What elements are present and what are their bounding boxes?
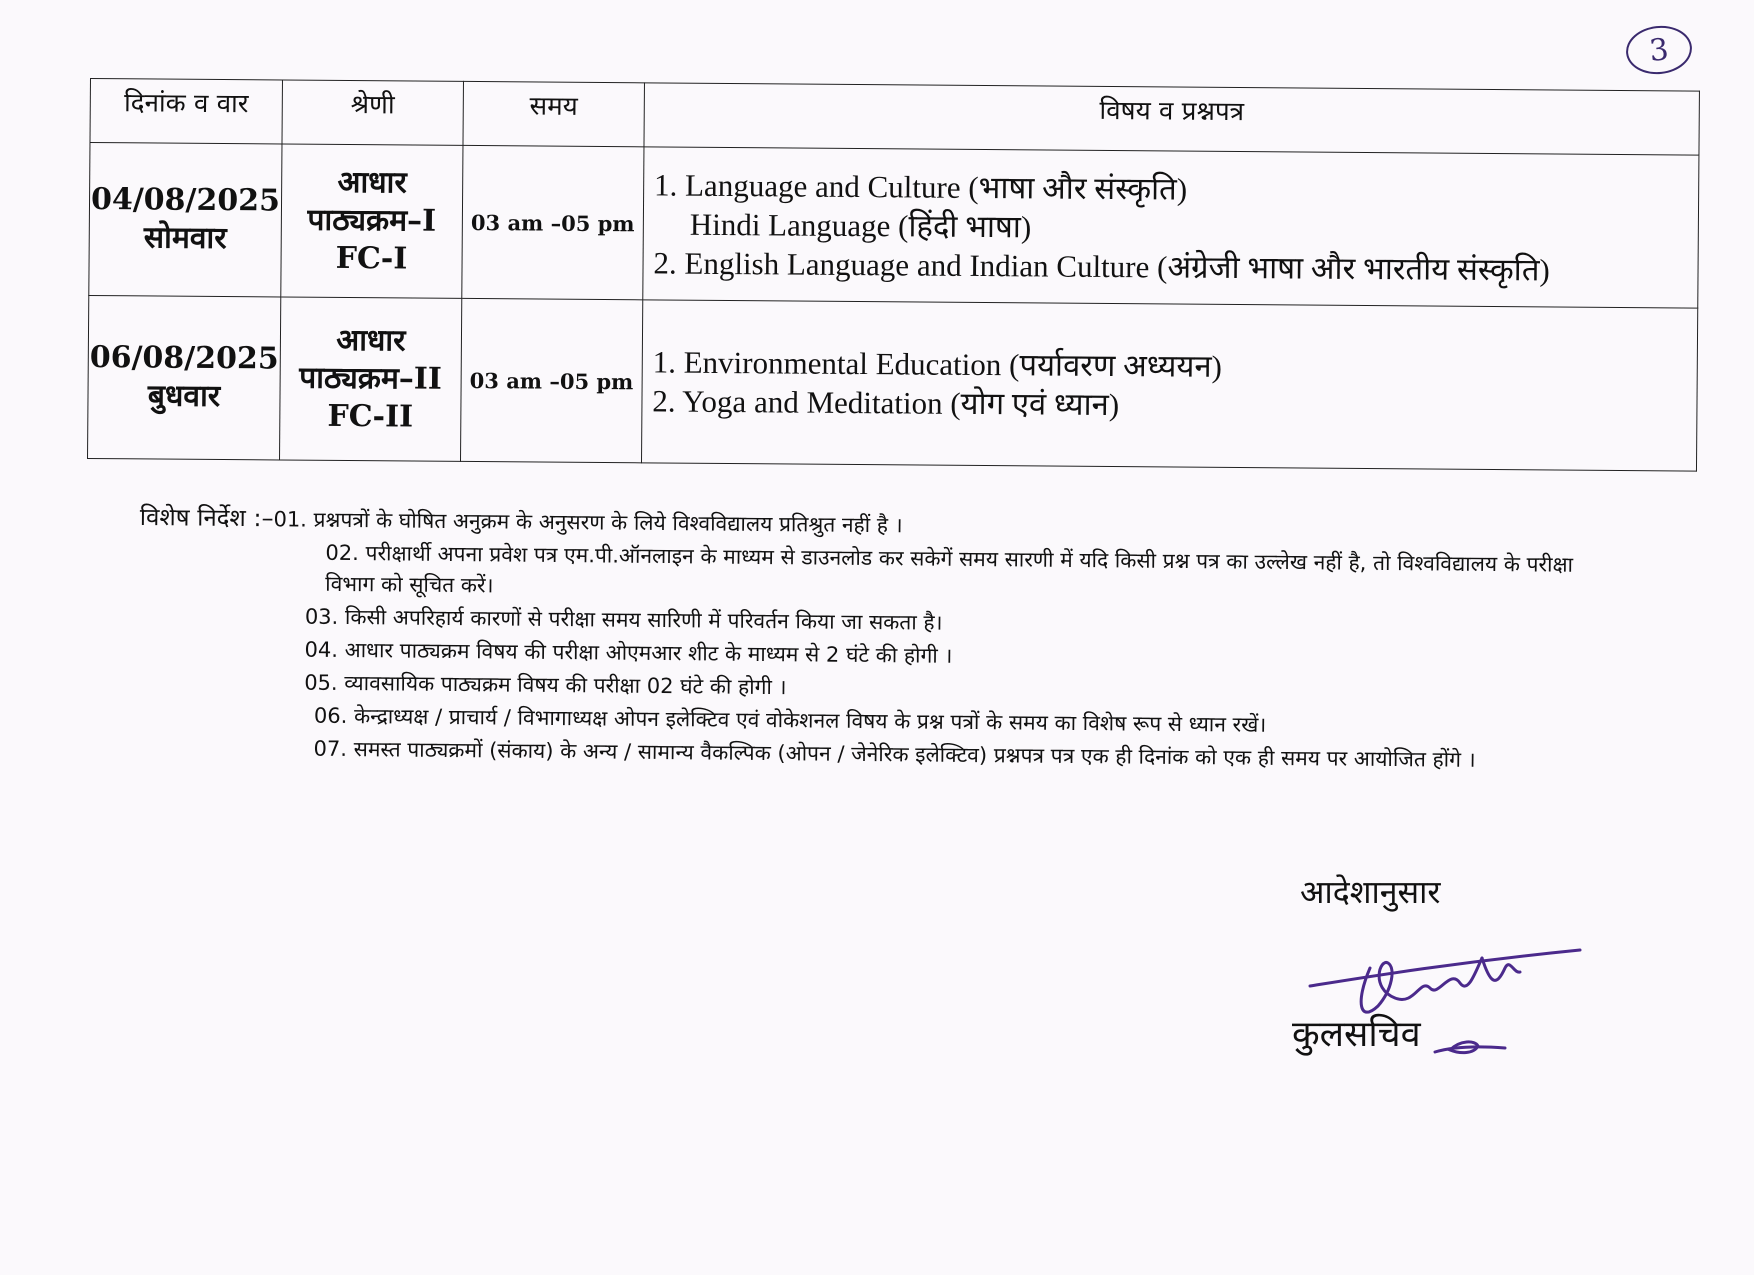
class-code: FC-II	[327, 398, 414, 435]
instructions-heading: विशेष निर्देश :–	[139, 502, 274, 533]
class-line2: पाठ्यक्रम–II	[299, 360, 443, 397]
by-order-text: आदेशानुसार	[1300, 873, 1441, 911]
subject-line: 2. English Language and Indian Culture (अंग्रेजी भाषा और भारतीय संस्कृति)	[653, 244, 1550, 287]
instruction-text: प्रश्नपत्रों के घोषित अनुक्रम के अनुसरण के लिये विश्वविद्यालय प्रतिश्रुत नहीं है ।	[313, 507, 903, 538]
table-row	[88, 295, 1698, 471]
exam-date: 04/08/2025	[90, 182, 281, 219]
instruction-text: किसी अपरिहार्य कारणों से परीक्षा समय सारिणी में परिवर्तन किया जा सकता है।	[344, 604, 943, 635]
instruction-item	[325, 538, 1620, 612]
date-cell	[88, 295, 281, 460]
class-line1: आधार	[337, 164, 407, 201]
instruction-number: 05.	[304, 670, 338, 695]
instruction-number: 03.	[304, 604, 339, 629]
table-row	[89, 143, 1699, 309]
exam-date: 06/08/2025	[89, 340, 279, 377]
subject-cell	[643, 147, 1699, 308]
time-cell: 03 am –05 pm	[462, 145, 644, 299]
class-line1: आधार	[336, 322, 406, 359]
page-number-text: 3	[1647, 31, 1671, 69]
instruction-number: 07.	[313, 736, 348, 761]
instruction-text: परीक्षार्थी अपना प्रवेश पत्र एम.पी.ऑनलाइन के माध्यम से डाउनलोड कर सकेगें समय सारणी में यदि किसी प्रश्न पत्र का उल्लेख नहीं है, तो विश्वविद्यालय के परीक्षा विभाग को सूचित करें।	[325, 541, 1574, 598]
header-time: समय	[463, 81, 644, 146]
exam-schedule-table	[87, 78, 1700, 472]
exam-day: सोमवार	[143, 220, 227, 257]
instruction-text: केन्द्राध्यक्ष / प्राचार्य / विभागाध्यक्ष ओपन इलेक्टिव एवं वोकेशनल विषय के प्रश्न पत्रों के समय का विशेष रूप से ध्यान रखें।	[353, 704, 1267, 737]
instruction-number: 04.	[304, 637, 339, 662]
class-code: FC-I	[335, 240, 408, 277]
date-cell	[89, 143, 282, 298]
instruction-text: आधार पाठ्यक्रम विषय की परीक्षा ओएमआर शीट के माध्यम से 2 घंटे की होगी ।	[344, 637, 953, 668]
header-subject: विषय व प्रश्नपत्र	[644, 83, 1700, 155]
subject-line: 1. Language and Culture (भाषा और संस्कृति)	[653, 166, 1188, 207]
subject-cell	[641, 300, 1697, 471]
class-cell	[279, 297, 461, 461]
instruction-text: व्यावसायिक पाठ्यक्रम विषय की परीक्षा 02 घंटे की होगी ।	[344, 670, 787, 700]
instruction-number: 02.	[325, 540, 360, 566]
subject-line: Hindi Language (हिंदी भाषा)	[689, 206, 1032, 244]
subject-line: 1. Environmental Education (पर्यावरण अध्ययन)	[652, 344, 1223, 384]
header-class: श्रेणी	[282, 80, 463, 145]
special-instructions	[137, 500, 1619, 779]
instruction-number: 06.	[313, 703, 348, 728]
subject-line: 2. Yoga and Meditation (योग एवं ध्यान)	[652, 383, 1120, 423]
header-date: दिनांक व वार	[90, 79, 282, 145]
instruction-number: 01.	[273, 507, 308, 532]
exam-day: बुधवार	[147, 378, 221, 415]
class-line2: पाठ्यक्रम–I	[307, 202, 437, 239]
registrar-title: कुलसचिव	[1292, 1014, 1421, 1055]
page-number	[1624, 23, 1695, 78]
time-cell: 03 am –05 pm	[460, 298, 642, 462]
class-cell	[281, 144, 463, 298]
instruction-text: समस्त पाठ्यक्रमों (संकाय) के अन्य / सामान्य वैकल्पिक (ओपन / जेनेरिक इलेक्टिव) प्रश्नपत्र पत्र एक ही दिनांक को एक ही समय पर आयोजित होंगे ।	[353, 737, 1476, 772]
